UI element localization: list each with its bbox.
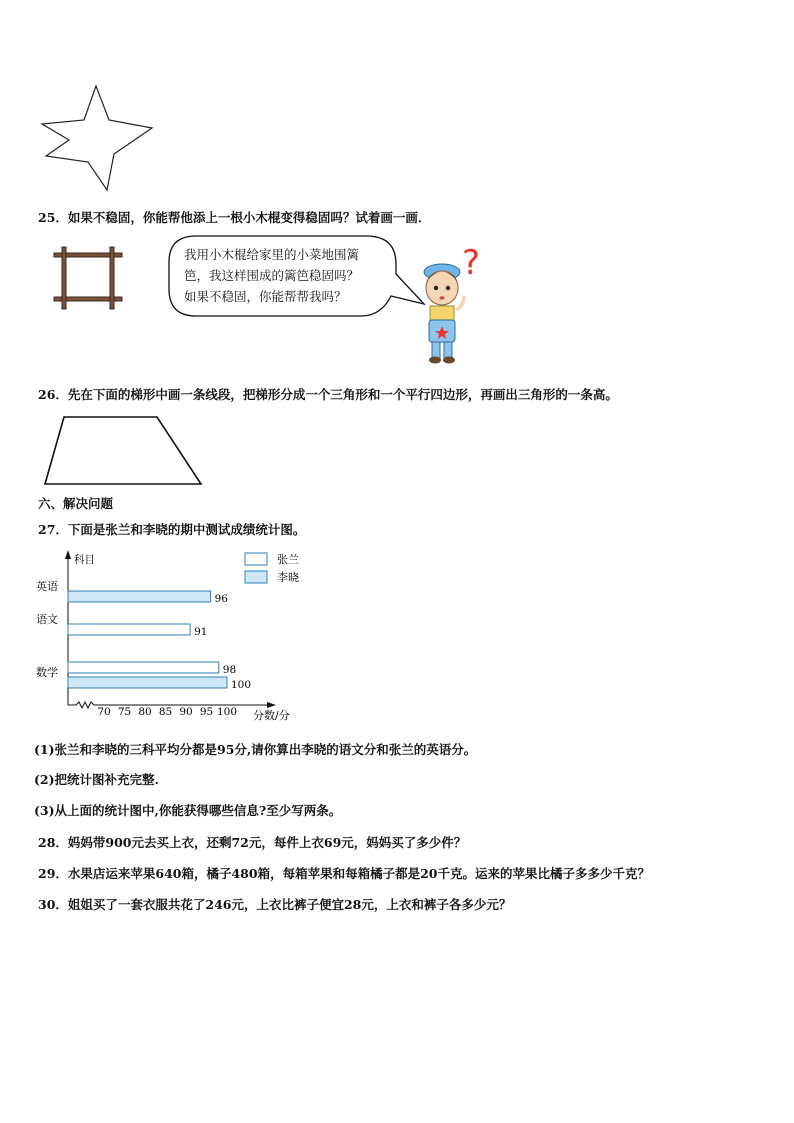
legend-swatch — [245, 571, 267, 583]
question-27: 27．下面是张兰和李晓的期中测试成绩统计图。 — [38, 522, 306, 537]
bar — [68, 624, 190, 635]
six-point-star-figure — [36, 82, 156, 194]
bar-value-label: 100 — [231, 679, 252, 691]
x-axis-arrow — [267, 702, 276, 708]
x-tick-label: 100 — [216, 706, 238, 718]
bar — [68, 677, 227, 688]
y-axis-arrow — [65, 550, 71, 559]
bar-value-label: 98 — [222, 664, 237, 676]
legend-label: 李晓 — [277, 571, 299, 584]
question-28: 28．妈妈带900元去买上衣，还剩72元，每件上衣69元，妈妈买了多少件？ — [38, 835, 467, 850]
question-30: 30．姐姐买了一套衣服共花了246元，上衣比裤子便宜28元，上衣和裤子各多少元？ — [38, 897, 512, 912]
question-mark-icon: ? — [462, 243, 481, 283]
y-axis-label: 科目 — [74, 554, 95, 566]
bubble-line-3: 如果不稳固，你能帮帮我吗？ — [184, 289, 347, 304]
category-label: 数学 — [36, 666, 58, 679]
bubble-line-2: 笆，我这样围成的篱笆稳固吗？ — [184, 268, 360, 283]
question-26: 26．先在下面的梯形中画一条线段，把梯形分成一个三角形和一个平行四边形，再画出三角形的一条高。 — [38, 387, 618, 402]
question-27-2: (2)把统计图补充完整. — [34, 772, 159, 787]
trapezoid-figure — [40, 414, 206, 488]
bar-value-label: 91 — [194, 626, 208, 638]
question-27-1: (1)张兰和李晓的三科平均分都是95分,请你算出李晓的语文分和张兰的英语分。 — [34, 742, 477, 757]
x-tick-label: 90 — [179, 706, 193, 718]
bar — [68, 662, 219, 673]
x-tick-label: 80 — [138, 706, 152, 718]
category-label: 英语 — [36, 580, 58, 593]
x-axis-label: 分数/分 — [253, 709, 290, 722]
section-title: 六、解决问题 — [38, 496, 114, 511]
bar — [68, 591, 211, 602]
bubble-line-1: 我用小木棍给家里的小菜地围篱 — [184, 247, 360, 262]
question-29: 29．水果店运来苹果640箱，橘子480箱，每箱苹果和每箱橘子都是20千克。运来的苹果比橘子多多少千克？ — [38, 866, 650, 881]
wooden-frame-figure — [50, 245, 128, 311]
x-tick-label: 85 — [158, 706, 173, 718]
x-tick-label: 95 — [199, 706, 214, 718]
score-bar-chart — [30, 545, 320, 725]
x-tick-label: 75 — [117, 706, 132, 718]
legend-swatch — [245, 553, 267, 565]
question-27-3: (3)从上面的统计图中,你能获得哪些信息?至少写两条。 — [34, 803, 342, 818]
x-tick-label: 70 — [97, 706, 111, 718]
legend-label: 张兰 — [277, 553, 299, 566]
category-label: 语文 — [36, 613, 58, 626]
question-25: 25．如果不稳固，你能帮他添上一根小木棍变得稳固吗？试着画一画． — [38, 210, 431, 225]
bar-value-label: 96 — [214, 593, 228, 605]
